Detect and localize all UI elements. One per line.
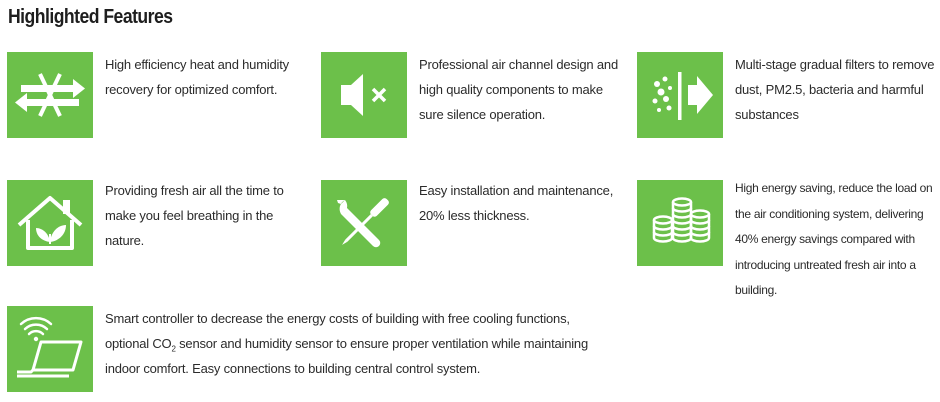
- feature-installation: [321, 180, 621, 270]
- feature-fresh-air: [7, 180, 307, 270]
- feature-energy-saving: [637, 180, 937, 297]
- coin-stacks-icon: [637, 180, 723, 266]
- page-title: Highlighted Features: [8, 6, 173, 28]
- wireless-laptop-icon: [7, 306, 93, 392]
- heat-exchange-icon: [7, 52, 93, 138]
- feature-smart-controller: [7, 306, 607, 394]
- silent-speaker-icon: [321, 52, 407, 138]
- feature-text-part: Smart controller to decrease the energy costs of building with free cooling functions, optional CO: [105, 311, 570, 351]
- feature-description: Multi-stage gradual filters to remove dust, PM2.5, bacteria and harmful substances: [735, 57, 935, 122]
- co2-subscript: 2: [171, 344, 176, 354]
- feature-description: Professional air channel design and high quality components to make sure silence operation.: [419, 57, 618, 122]
- feature-text-part: sensor and humidity sensor to ensure proper ventilation while maintaining indoor comfort. Easy connections to building central control system.: [105, 336, 588, 376]
- feature-silence: [321, 52, 631, 142]
- tools-icon: [321, 180, 407, 266]
- feature-description: [105, 306, 595, 381]
- feature-heat-recovery: [7, 52, 307, 142]
- feature-filters: [637, 52, 937, 142]
- feature-description: Easy installation and maintenance, 20% less thickness.: [419, 183, 614, 223]
- filter-icon: [637, 52, 723, 138]
- feature-description: High efficiency heat and humidity recovery for optimized comfort.: [105, 57, 289, 97]
- feature-description: High energy saving, reduce the load on the air conditioning system, delivering 40% energy savings compared with introducing untreated fresh air into a building.: [735, 181, 933, 297]
- fresh-air-house-icon: [7, 180, 93, 266]
- feature-description: Providing fresh air all the time to make you feel breathing in the nature.: [105, 183, 284, 248]
